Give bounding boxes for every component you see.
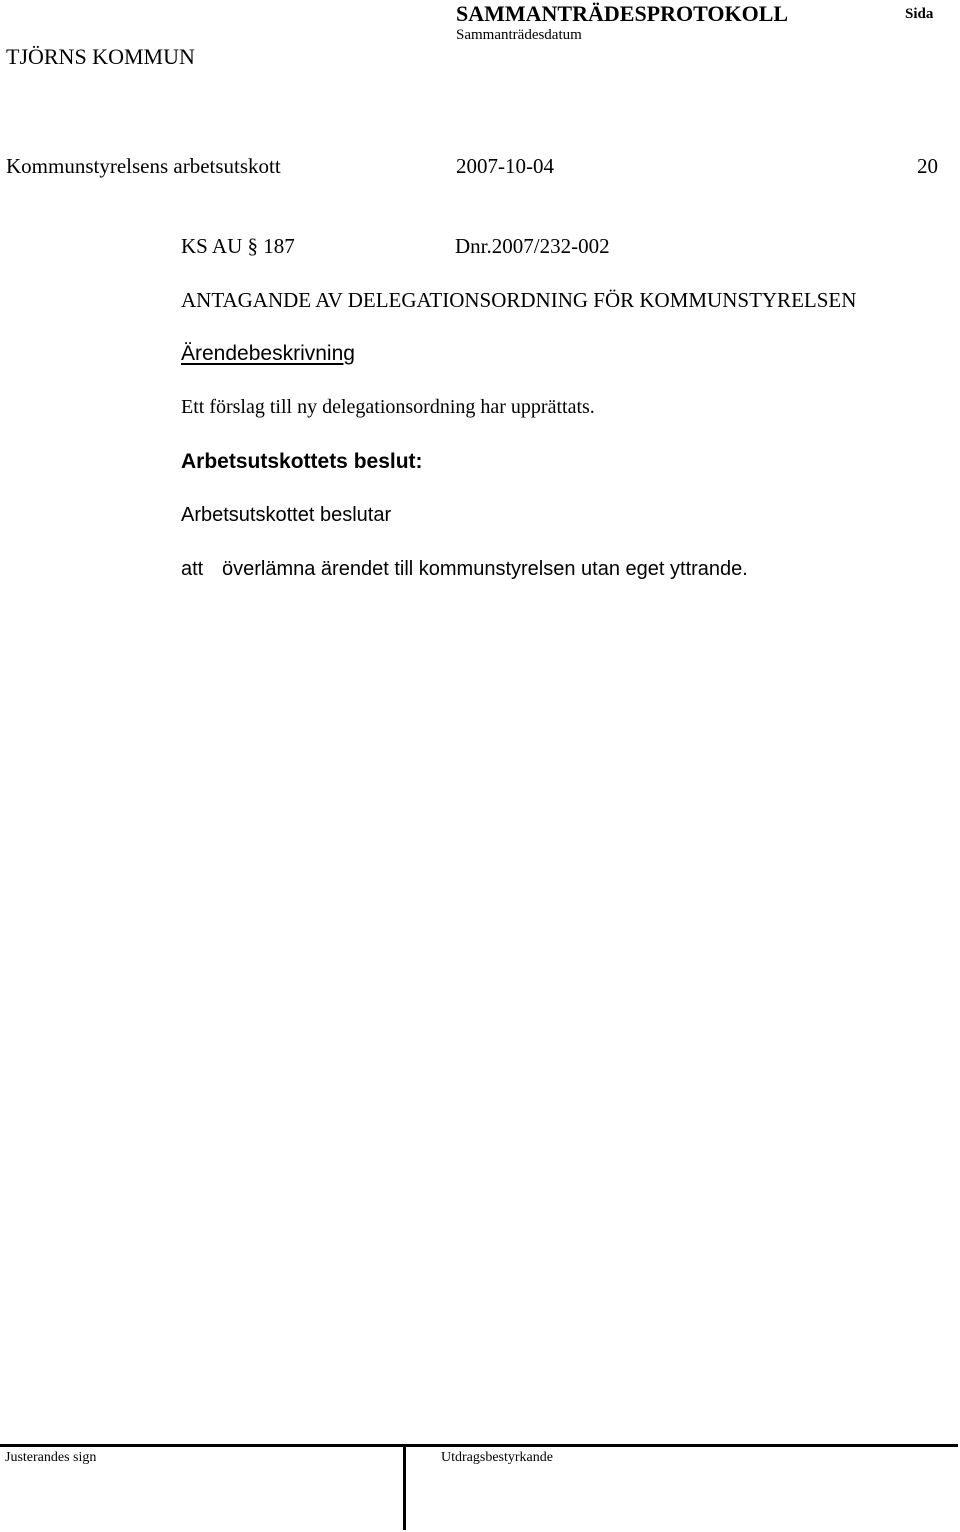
registration-number: Dnr.2007/232-002	[455, 234, 610, 258]
page-number: 20	[917, 154, 938, 178]
footer-signature-label: Justerandes sign	[5, 1450, 97, 1465]
document-title: SAMMANTRÄDESPROTOKOLL	[456, 1, 789, 26]
decision-item-text: överlämna ärendet till kommunstyrelsen utan eget yttrande.	[222, 558, 748, 580]
decision-intro: Arbetsutskottet beslutar	[181, 504, 392, 526]
decision-item-prefix: att	[181, 558, 204, 580]
decision-heading: Arbetsutskottets beslut:	[181, 450, 423, 473]
page-label: Sida	[905, 6, 934, 22]
committee-name: Kommunstyrelsens arbetsutskott	[6, 154, 281, 178]
footer-divider-horizontal	[0, 1444, 958, 1447]
description-heading: Ärendebeskrivning	[181, 342, 355, 365]
footer-divider-vertical	[403, 1446, 406, 1530]
municipality-name: TJÖRNS KOMMUN	[6, 44, 195, 69]
meeting-date: 2007-10-04	[456, 154, 554, 178]
matter-title: ANTAGANDE AV DELEGATIONSORDNING FÖR KOMMUNSTYRELSEN	[181, 288, 857, 312]
paragraph-number: KS AU § 187	[181, 234, 295, 258]
meeting-date-label: Sammanträdesdatum	[456, 27, 582, 43]
description-text: Ett förslag till ny delegationsordning har upprättats.	[181, 396, 595, 418]
footer-certification-label: Utdragsbestyrkande	[441, 1450, 553, 1465]
